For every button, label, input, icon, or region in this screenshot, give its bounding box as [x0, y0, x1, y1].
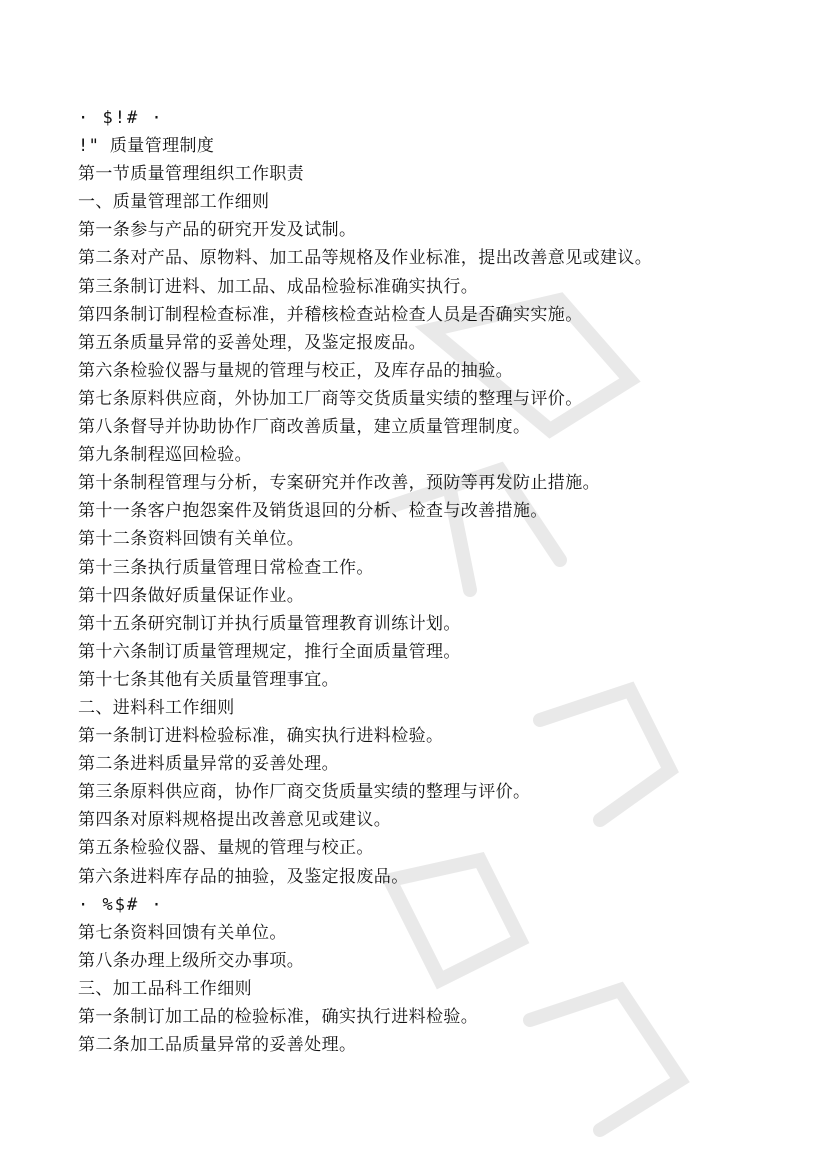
article-line: 第二条进料质量异常的妥善处理。 [78, 754, 339, 775]
article-line: 第十二条资料回馈有关单位。 [78, 529, 305, 550]
article-line: 第二条对产品、原物料、加工品等规格及作业标准，提出改善意见或建议。 [78, 248, 653, 269]
article-line: 第二条加工品质量异常的妥善处理。 [78, 1035, 357, 1056]
article-line: 第五条质量异常的妥善处理，及鉴定报废品。 [78, 332, 426, 353]
article-line: 第三条原料供应商，协作厂商交货质量实绩的整理与评价。 [78, 782, 531, 803]
article-line: 第十四条做好质量保证作业。 [78, 585, 305, 606]
document-body [78, 104, 798, 1059]
article-line: 第六条检验仪器与量规的管理与校正，及库存品的抽验。 [78, 360, 513, 381]
page-marker: · %$# · [78, 894, 164, 915]
article-line: 第一条制订加工品的检验标准，确实执行进料检验。 [78, 1007, 479, 1027]
document-title: !" 质量管理制度 [78, 136, 215, 157]
part-heading-quality-dept: 一、质量管理部工作细则 [78, 192, 270, 213]
article-line: 第三条制订进料、加工品、成品检验标准确实执行。 [78, 276, 479, 297]
article-line: 第五条检验仪器、量规的管理与校正。 [78, 838, 374, 859]
article-line: 第十六条制订质量管理规定，推行全面质量管理。 [78, 641, 461, 662]
article-line: 第四条制订制程检查标准，并稽核检查站检查人员是否确实实施。 [78, 304, 583, 325]
article-line: 第一条制订进料检验标准，确实执行进料检验。 [78, 726, 444, 747]
article-line: 第四条对原料规格提出改善意见或建议。 [78, 810, 392, 831]
article-line: 第一条参与产品的研究开发及试制。 [78, 220, 357, 241]
part-heading-processed-dept: 三、加工品科工作细则 [78, 978, 252, 999]
section-title: 第一节质量管理组织工作职责 [78, 164, 305, 185]
article-line: 第八条督导并协助协作厂商改善质量，建立质量管理制度。 [78, 417, 531, 438]
article-line: 第十五条研究制订并执行质量管理教育训练计划。 [78, 613, 461, 634]
article-line: 第九条制程巡回检验。 [78, 445, 252, 466]
article-line: 第七条资料回馈有关单位。 [78, 922, 287, 943]
article-line: 第十三条执行质量管理日常检查工作。 [78, 557, 374, 578]
article-line: 第七条原料供应商，外协加工厂商等交货质量实绩的整理与评价。 [78, 388, 583, 409]
article-line: 第八条办理上级所交办事项。 [78, 950, 305, 971]
article-line: 第六条进料库存品的抽验，及鉴定报废品。 [78, 866, 409, 887]
article-line: 第十七条其他有关质量管理事宜。 [78, 669, 339, 690]
article-line: 第十条制程管理与分析，专案研究并作改善，预防等再发防止措施。 [78, 473, 600, 494]
part-heading-incoming-dept: 二、进料科工作细则 [78, 697, 235, 718]
page-marker: · $!# · [78, 108, 164, 128]
article-line: 第十一条客户抱怨案件及销货退回的分析、检查与改善措施。 [78, 501, 548, 522]
